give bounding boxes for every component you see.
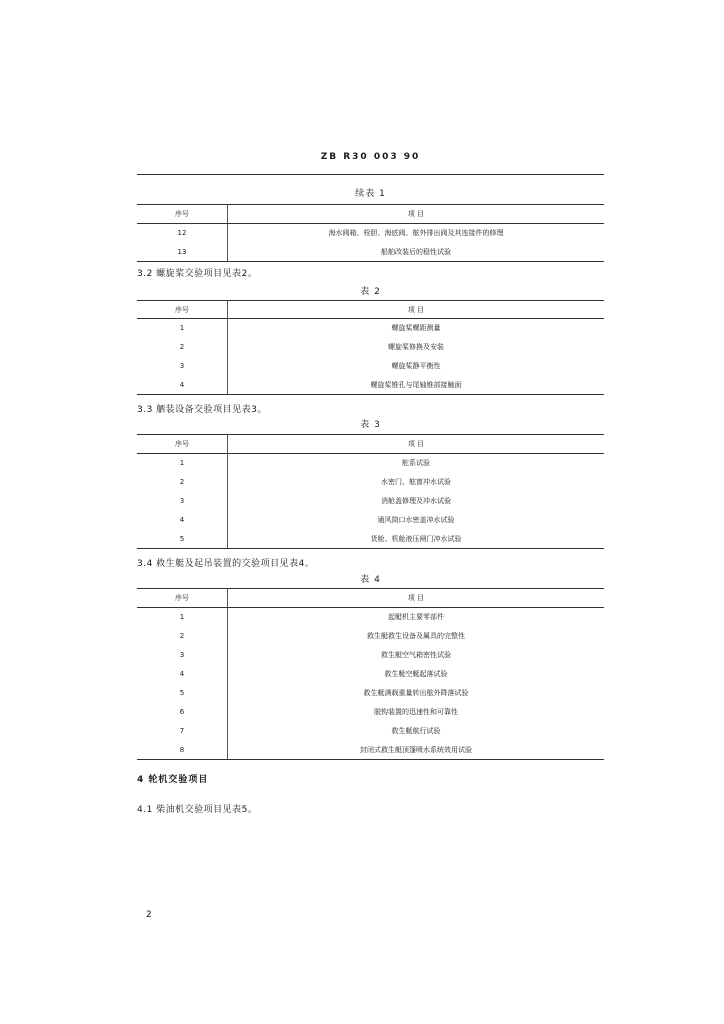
row-item: 救生艇救生设备及属具的完整性: [228, 627, 605, 646]
row-item: 脱钩装置的迅速性和可靠性: [228, 703, 605, 722]
table-row: [137, 608, 604, 627]
row-item: 螺旋桨静平衡性: [228, 357, 605, 376]
table-2: [137, 300, 604, 395]
row-no: 2: [179, 478, 185, 486]
clause-4-1: 4.1 柴油机交验项目见表5。: [137, 805, 258, 815]
table4-caption: 表 4: [360, 575, 381, 585]
col-no-header: 序号: [137, 589, 228, 608]
row-item: 货舱、机舱液压闸门冲水试验: [228, 530, 605, 549]
table3-caption: 表 3: [360, 420, 381, 430]
row-no: 2: [179, 343, 185, 351]
row-item: 海水阀箱、栓胆、海底阀、舷外排出阀及其连接件的修理: [228, 224, 605, 243]
table-row: [137, 319, 604, 338]
table-row: [137, 376, 604, 395]
row-item: 救生艇满载重量转出舷外降落试验: [228, 684, 605, 703]
table-row: [137, 511, 604, 530]
row-item: 螺旋桨螺距测量: [228, 319, 605, 338]
row-item: 螺旋桨锥孔与尾轴锥部接触面: [228, 376, 605, 395]
row-no: 4: [179, 516, 185, 524]
row-no: 6: [179, 708, 185, 716]
row-item: 水密门、舷窗冲水试验: [228, 473, 605, 492]
row-item: 起艇机主要零部件: [228, 608, 605, 627]
table-row: [137, 357, 604, 376]
header-rule: [137, 174, 604, 175]
table-row: [137, 530, 604, 549]
standard-code-header: ZB R30 003 90: [320, 152, 421, 162]
row-item: 通风筒口水密盖冲水试验: [228, 511, 605, 530]
clause-3-4: 3.4 救生艇及起吊装置的交验项目见表4。: [137, 559, 315, 569]
clause-3-2: 3.2 螺旋桨交验项目见表2。: [137, 269, 258, 279]
col-item-header: 项 目: [228, 205, 605, 224]
col-no-header: 序号: [137, 435, 228, 454]
clause-3-3: 3.3 舾装设备交验项目见表3。: [137, 405, 267, 415]
row-no: 3: [179, 651, 185, 659]
table-row: [137, 338, 604, 357]
table-row: [137, 627, 604, 646]
table-row: [137, 473, 604, 492]
row-item: 救生艇空气箱密性试验: [228, 646, 605, 665]
section-4-title: 4 轮机交验项目: [137, 775, 209, 785]
table-row: [137, 646, 604, 665]
row-no: 13: [137, 243, 228, 262]
row-item: 螺旋桨修换及安装: [228, 338, 605, 357]
table-row: [137, 665, 604, 684]
col-item-header: 项 目: [228, 301, 605, 319]
table-row: [137, 224, 604, 243]
row-no: 4: [137, 376, 228, 395]
row-item: 救生艇航行试验: [228, 722, 605, 741]
col-item-header: 项 目: [228, 589, 605, 608]
table-row: [137, 703, 604, 722]
table-cont: [137, 204, 604, 262]
row-no: 5: [137, 530, 228, 549]
row-no: 2: [179, 632, 185, 640]
table-cont-caption: 续表 1: [355, 189, 386, 199]
table-3: [137, 434, 604, 549]
row-no: 1: [179, 459, 185, 468]
table2-caption: 表 2: [360, 287, 381, 297]
row-no: 3: [179, 497, 185, 505]
row-item: 封闭式救生艇顶篷喷水系统效用试验: [228, 741, 605, 760]
table-row: [137, 741, 604, 760]
row-item: 船舶改装后的稳性试验: [228, 243, 605, 262]
col-no-header: 序号: [137, 205, 228, 224]
page-number: 2: [146, 910, 152, 920]
row-item: 舵系试验: [228, 454, 605, 473]
row-no: 4: [179, 670, 185, 678]
table-row: [137, 492, 604, 511]
row-no: 1: [179, 324, 185, 333]
row-no: 1: [179, 613, 185, 622]
table-row: [137, 684, 604, 703]
table-row: [137, 454, 604, 473]
row-item: 消舱盖修理及冲水试验: [228, 492, 605, 511]
row-no: 7: [179, 727, 185, 735]
table-4: [137, 588, 604, 760]
row-no: 8: [137, 741, 228, 760]
table-row: [137, 243, 604, 262]
table-row: [137, 722, 604, 741]
col-item-header: 项 目: [228, 435, 605, 454]
row-no: 12: [177, 229, 187, 238]
row-item: 救生艇空艇起落试验: [228, 665, 605, 684]
row-no: 5: [179, 689, 185, 697]
col-no-header: 序号: [137, 301, 228, 319]
row-no: 3: [179, 362, 185, 370]
